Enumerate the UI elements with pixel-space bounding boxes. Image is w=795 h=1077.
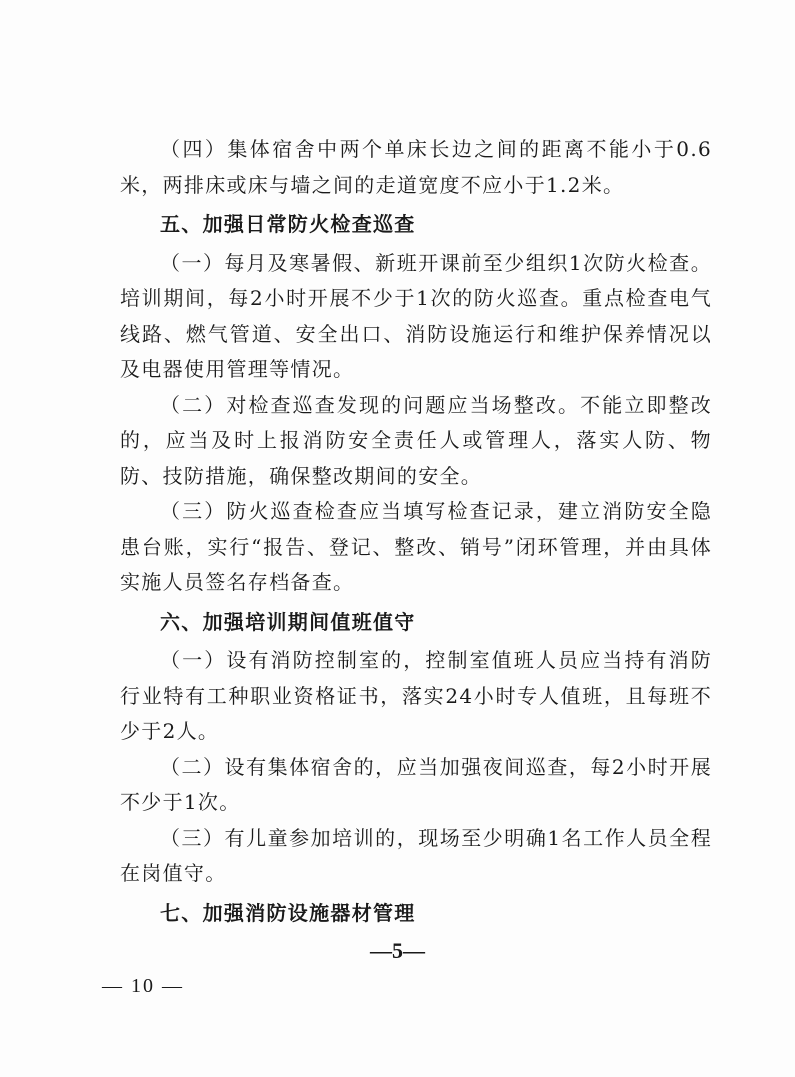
paragraph-control-room-duty: （一）设有消防控制室的，控制室值班人员应当持有消防行业特有工种职业资格证书，落实24小时专人值班，且每班不少于2人。 (120, 648, 712, 743)
page-number: —5— (370, 938, 425, 963)
paragraph-monthly-inspection: （一）每月及寒暑假、新班开课前至少组织1次防火检查。培训期间，每2小时开展不少于1次的防火巡查。重点检查电气线路、燃气管道、安全出口、消防设施运行和维护保养情况以及电器使用管理等情况。 (120, 250, 712, 381)
section-heading-duty-watch: 六、加强培训期间值班值守 (160, 609, 416, 634)
document-body (120, 132, 712, 934)
paragraph-night-patrol: （二）设有集体宿舍的，应当加强夜间巡查，每2小时开展不少于1次。 (120, 754, 712, 814)
paragraph-rectification: （二）对检查巡查发现的问题应当场整改。不能立即整改的，应当及时上报消防安全责任人或管理人，落实人防、物防、技防措施，确保整改期间的安全。 (120, 392, 712, 488)
outer-page-number: — 10 — (102, 975, 184, 997)
paragraph-child-supervision: （三）有儿童参加培训的，现场至少明确1名工作人员全程在岗值守。 (120, 825, 712, 885)
paragraph-inspection-records: （三）防火巡查检查应当填写检查记录，建立消防安全隐患台账，实行“报告、登记、整改、销号”闭环管理，并由具体实施人员签名存档备查。 (120, 499, 712, 594)
section-heading-fire-equipment: 七、加强消防设施器材管理 (160, 900, 416, 925)
section-heading-fire-inspection: 五、加强日常防火检查巡查 (160, 212, 416, 236)
paragraph-dormitory-spacing: （四）集体宿舍中两个单床长边之间的距离不能小于0.6米，两排床或床与墙之间的走道宽度不应小于1.2米。 (120, 137, 712, 197)
